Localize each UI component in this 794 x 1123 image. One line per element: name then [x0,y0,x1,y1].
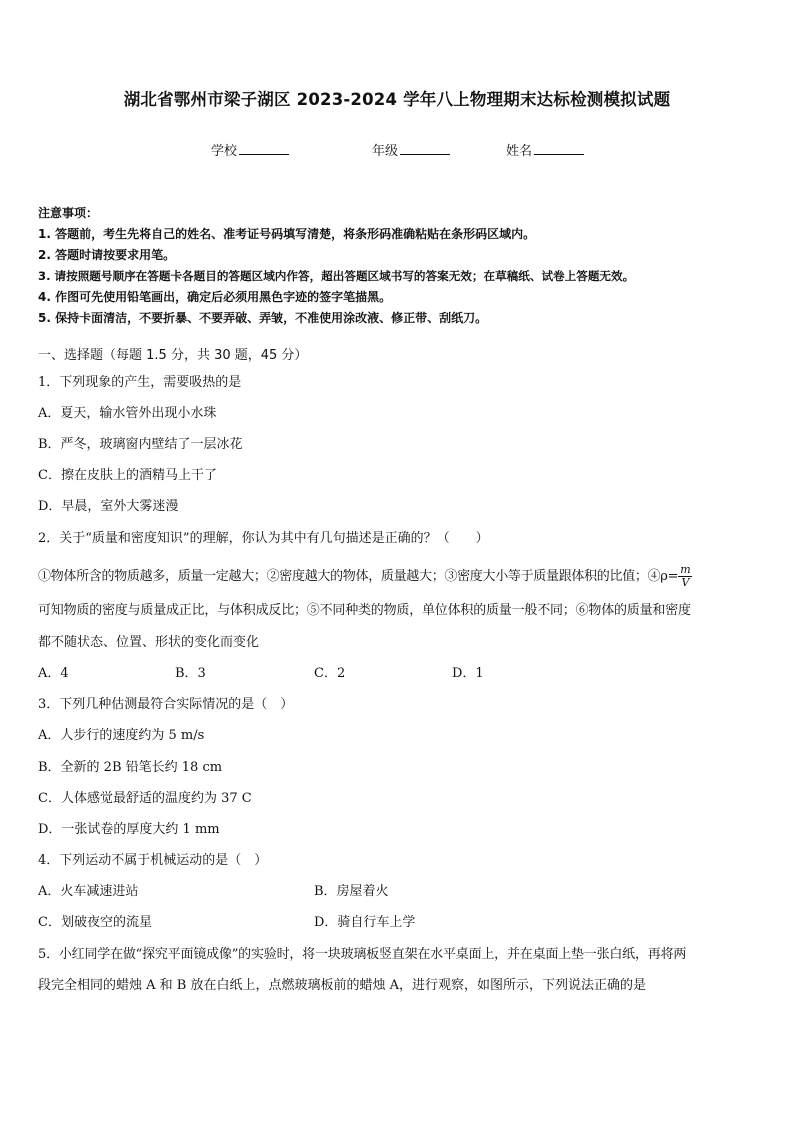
school-field [211,140,289,159]
q4-option-b: B．房屋着火 [314,884,389,899]
grade-blank [400,142,450,155]
school-blank [239,142,289,155]
note-item: 5. 保持卡面清洁，不要折暴、不要弄破、弄皱，不准使用涂改液、修正带、刮纸刀。 [38,311,488,325]
q3-option-d: D．一张试卷的厚度大约 1 mm [38,822,220,837]
exam-title: 湖北省鄂州市梁子湖区 2023-2024 学年八上物理期末达标检测模拟试题 [123,90,671,109]
q4-option-c: C．划破夜空的流星 [38,915,152,930]
q1-option-d: D．早晨，室外大雾迷漫 [38,499,179,514]
note-item: 1. 答题前，考生先将自己的姓名、准考证号码填写清楚，将条形码准确粘贴在条形码区域内。 [38,227,536,241]
q2-option-a: A．4 [38,666,69,681]
q3-option-c: C．人体感觉最舒适的温度约为 37 C [38,791,252,806]
fraction-numerator: m [680,563,691,576]
q3-option-a: A．人步行的速度约为 5 m/s [38,728,205,743]
q2-option-c: C．2 [314,666,346,681]
note-item: 4. 作图可先使用铅笔画出，确定后必须用黑色字迹的签字笔描黑。 [38,290,392,304]
density-fraction [678,564,692,589]
notes-block [38,203,768,329]
question-3-stem: 3．下列几种估测最符合实际情况的是（ ） [38,697,294,712]
notes-heading: 注意事项： [38,206,99,220]
grade-label: 年级 [372,144,399,159]
q1-option-b: B．严冬，玻璃窗内壁结了一层冰花 [38,437,243,452]
q2-statement-line-3: 都不随状态、位置、形状的变化而变化 [38,635,260,650]
fraction-denominator: V [681,576,690,589]
q2-statement-line-2: 可知物质的密度与质量成正比，与体积成反比；⑤不同种类的物质，单位体积的质量一般不同；⑥物体的质量和密度 [38,603,691,618]
q2-option-d: D．1 [452,666,484,681]
question-1-stem: 1．下列现象的产生，需要吸热的是 [38,375,242,390]
question-5-line-1: 5．小红同学在做“探究平面镜成像”的实验时，将一块玻璃板竖直架在水平桌面上，并在桌面上垫一张白纸，再将两 [38,947,687,962]
q2-statement-line-1 [38,564,692,589]
name-field [506,140,584,159]
grade-field [372,140,450,159]
name-label: 姓名 [506,144,533,159]
question-4-stem: 4．下列运动不属于机械运动的是（ ） [38,853,268,868]
q2-line-1-text: ①物体所含的物质越多，质量一定越大；②密度越大的物体，质量越大；③密度大小等于质量跟体积的比值；④ρ= [38,569,679,584]
q4-option-d: D．骑自行车上学 [314,915,416,930]
question-5-line-2: 段完全相同的蜡烛 A 和 B 放在白纸上，点燃玻璃板前的蜡烛 A，进行观察，如图所示，下列说法正确的是 [38,978,646,993]
q1-option-c: C．擦在皮肤上的酒精马上干了 [38,468,217,483]
q4-option-a: A．火车减速进站 [38,884,139,899]
section-heading: 一、选择题（每题 1.5 分，共 30 题，45 分） [38,348,308,363]
q2-option-b: B．3 [175,666,206,681]
note-item: 2. 答题时请按要求用笔。 [38,248,176,262]
school-label: 学校 [211,144,238,159]
q3-option-b: B．全新的 2B 铅笔长约 18 cm [38,760,223,775]
name-blank [534,142,584,155]
note-item: 3. 请按照题号顺序在答题卡各题目的答题区域内作答，超出答题区域书写的答案无效；在草稿纸、试卷上答题无效。 [38,269,635,283]
question-2-stem: 2．关于“质量和密度知识”的理解，你认为其中有几句描述是正确的？（ ） [38,531,489,546]
q1-option-a: A．夏天，输水管外出现小水珠 [38,406,217,421]
